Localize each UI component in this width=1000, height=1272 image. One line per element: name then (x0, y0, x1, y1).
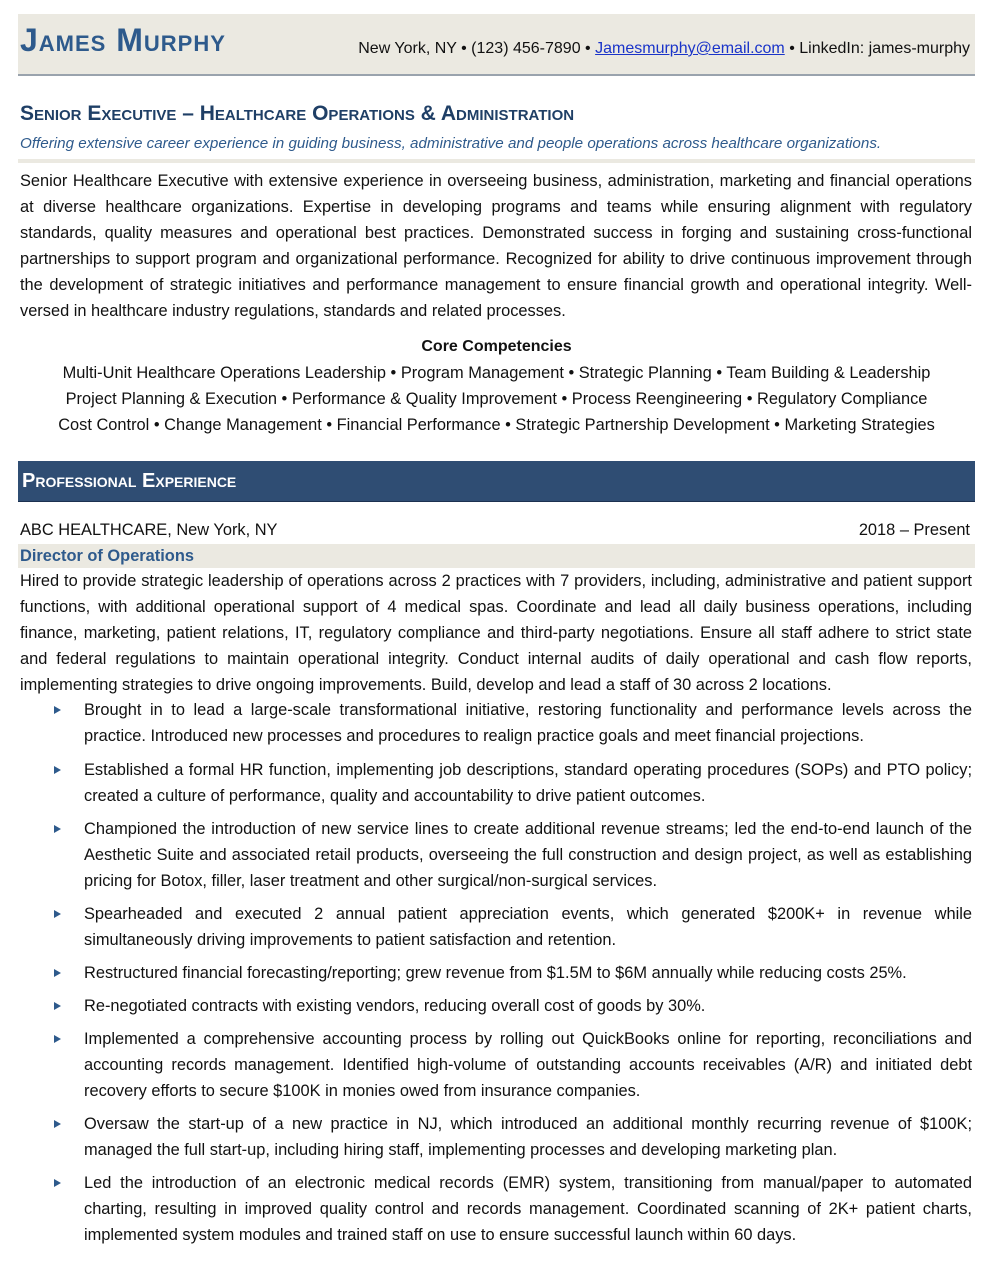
role-description: Hired to provide strategic leadership of operations across 2 practices with 7 providers, including, administrative and patient support functions, with additional operational support of 4 medical spas. Coordinate and lead all daily business operations, including finance, marketing, patient relations, IT, regulatory compliance and third-party negotiations. Ensure all staff adhere to strict state and federal regulations to maintain operational integrity. Conduct internal audits of daily operational and cash flow reports, implementing strategies to drive ongoing improvements. Build, develop and lead a staff of 30 across 2 locations. (20, 572, 972, 694)
achievement-text: Established a formal HR function, implementing job descriptions, standard operating procedures (SOPs) and PTO policy; created a culture of performance, quality and accountability to drive patient outcomes. (84, 761, 972, 805)
contact-linkedin: LinkedIn: james-murphy (799, 40, 970, 57)
role-bar (18, 544, 975, 568)
triangle-bullet-icon (54, 1002, 61, 1010)
achievement-text: Led the introduction of an electronic medical records (EMR) system, transitioning from manual/paper to automated charting, resulting in improved quality control and records management. Coordinated scanning of 2K+ patient charts, implemented system modules and trained staff on use to ensure successful launch within 60 days. (84, 1174, 972, 1244)
candidate-name: James Murphy (20, 22, 226, 58)
triangle-bullet-icon (54, 969, 61, 977)
employment-dates: 2018 – Present (858, 521, 970, 539)
achievement-text: Implemented a comprehensive accounting process by rolling out QuickBooks online for reporting, reconciliations and accounting records management. Identified high-volume of outstanding accounts receivables (A/R) and initiated debt recovery efforts to secure $100K in monies owed from insurance companies. (84, 1030, 972, 1100)
experience-section-header (18, 461, 975, 502)
triangle-bullet-icon (54, 910, 61, 918)
core-competencies-title: Core Competencies (421, 338, 572, 355)
contact-location: New York, NY (358, 40, 457, 57)
contact-email-link[interactable]: Jamesmurphy@email.com (595, 40, 785, 57)
core-competencies-line: Multi-Unit Healthcare Operations Leadership • Program Management • Strategic Planning • Team Building & Leadership (62, 364, 931, 382)
achievement-text: Oversaw the start-up of a new practice in NJ, which introduced an additional monthly recurring revenue of $100K; managed the full start-up, including hiring staff, implementing processes and developing marketing plan. (84, 1115, 972, 1159)
triangle-bullet-icon (54, 1035, 61, 1043)
summary-paragraph: Senior Healthcare Executive with extensive experience in overseeing business, administration, marketing and financial operations at diverse healthcare organizations. Expertise in developing programs and teams while ensuring alignment with regulatory standards, quality measures and operational best practices. Demonstrated success in forging and sustaining cross-functional partnerships to support program and organizational performance. Recognized for ability to drive continuous improvement through the development of strategic initiatives and performance management to ensure financial growth and operational integrity. Well-versed in healthcare industry regulations, standards and related processes. (20, 172, 972, 320)
achievement-text: Restructured financial forecasting/reporting; grew revenue from $1.5M to $6M annually while reducing costs 25%. (84, 964, 907, 982)
achievement-text: Spearheaded and executed 2 annual patient appreciation events, which generated $200K+ in revenue while simultaneously driving improvements to patient satisfaction and retention. (84, 905, 972, 949)
core-competencies-list (0, 360, 993, 438)
job-title: Director of Operations (20, 547, 194, 565)
triangle-bullet-icon (54, 825, 61, 833)
contact-phone: (123) 456-7890 (471, 40, 581, 57)
tagline-divider (18, 159, 975, 163)
contact-separator: • (461, 40, 467, 57)
achievement-text: Re-negotiated contracts with existing vendors, reducing overall cost of goods by 30%. (84, 997, 706, 1015)
tagline: Offering extensive career experience in guiding business, administrative and people operations across healthcare organizations. (20, 135, 882, 152)
contact-separator: • (585, 40, 591, 57)
achievement-text: Championed the introduction of new service lines to create additional revenue streams; led the end-to-end launch of the Aesthetic Suite and associated retail products, overseeing the full construction and design project, as well as establishing pricing for Botox, filler, laser treatment and other surgical/non-surgical services. (84, 820, 972, 890)
core-competencies-line: Project Planning & Execution • Performance & Quality Improvement • Process Reengineering • Regulatory Compliance (65, 390, 928, 408)
core-competencies-line: Cost Control • Change Management • Financial Performance • Strategic Partnership Development • Marketing Strategies (58, 416, 935, 434)
triangle-bullet-icon (54, 766, 61, 774)
contact-separator: • (789, 40, 795, 57)
company-name: ABC HEALTHCARE, New York, NY (20, 521, 278, 539)
triangle-bullet-icon (54, 706, 61, 714)
contact-line (358, 38, 970, 60)
section-title: Professional Experience (22, 470, 237, 492)
triangle-bullet-icon (54, 1120, 61, 1128)
triangle-bullet-icon (54, 1179, 61, 1187)
achievement-text: Brought in to lead a large-scale transformational initiative, restoring functionality and performance levels across the practice. Introduced new processes and procedures to realign practice goals and meet financial projections. (84, 701, 972, 745)
professional-headline: Senior Executive – Healthcare Operations & Administration (20, 102, 575, 125)
